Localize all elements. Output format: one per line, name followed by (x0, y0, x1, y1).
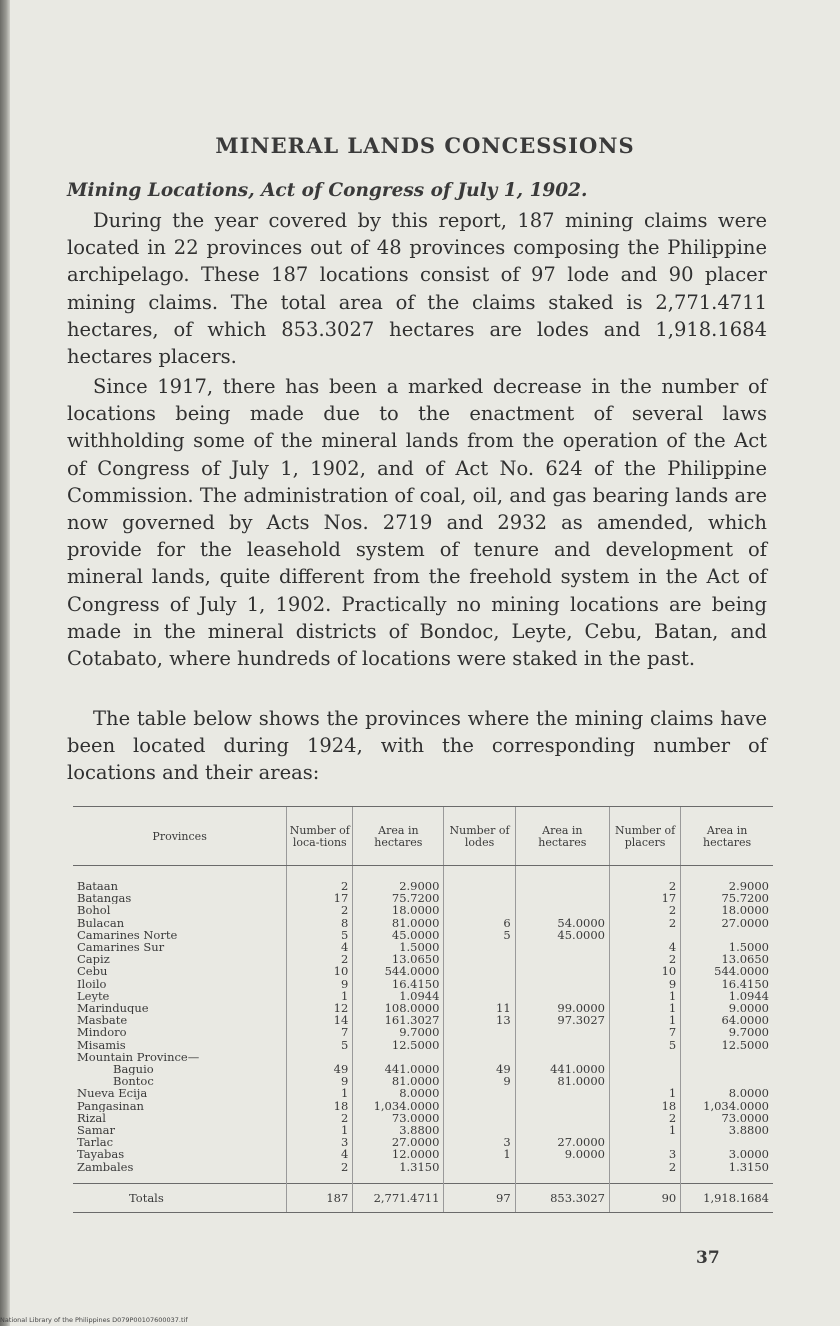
cell-placers-area (681, 929, 773, 941)
cell-placers: 1 (609, 1014, 680, 1026)
cell-lodes: 1 (444, 1148, 515, 1160)
cell-placers (609, 1136, 680, 1148)
page-number: 37 (696, 1248, 720, 1268)
paragraph-2: Since 1917, there has been a marked decrease in the number of locations being made due to the enactment of several laws withholding some of the mineral lands from the operation of the Act of Congress of July 1, 1902, and of Act No. 624 of the Philippine Commission. The administration of coal, oil, and gas bearing lands are now governed by Acts Nos. 2719 and 2932 as amended, which provide for the leasehold system of tenure and development of mineral lands, quite different from the freehold system in the Act of Congress of July 1, 1902. Practically no mining locations are being made in the mineral districts of Bondoc, Leyte, Cebu, Batan, and Cotabato, where hundreds of locations were staked in the past. (67, 375, 767, 671)
cell-placers-area: 16.4150 (681, 978, 773, 990)
cell-area: 16.4150 (353, 978, 444, 990)
table-row (73, 978, 773, 990)
cell-province: Pangasinan (77, 1099, 144, 1112)
table-row (73, 1063, 773, 1075)
cell-province: Samar (77, 1124, 115, 1137)
cell-lodes-area: 441.0000 (515, 1063, 609, 1075)
cell-locations: 10 (287, 965, 353, 977)
cell-locations: 9 (287, 978, 353, 990)
cell-area: 12.0000 (353, 1148, 444, 1160)
cell-area: 8.0000 (353, 1087, 444, 1099)
cell-placers-area (681, 1136, 773, 1148)
header-area-placers: Area in hectares (681, 807, 773, 866)
cell-placers-area: 73.0000 (681, 1112, 773, 1124)
cell-placers: 1 (609, 1002, 680, 1014)
table-row (73, 1136, 773, 1148)
cell-lodes (444, 1087, 515, 1099)
cell-area: 544.0000 (353, 965, 444, 977)
table-row (73, 965, 773, 977)
cell-lodes (444, 953, 515, 965)
cell-locations: 2 (287, 904, 353, 916)
cell-lodes (444, 978, 515, 990)
cell-lodes (444, 1161, 515, 1184)
cell-placers-area: 27.0000 (681, 917, 773, 929)
cell-area: 9.7000 (353, 1026, 444, 1038)
cell-province: Tayabas (77, 1148, 125, 1161)
cell-lodes (444, 1112, 515, 1124)
cell-placers-area: 8.0000 (681, 1087, 773, 1099)
cell-placers: 18 (609, 1100, 680, 1112)
header-number-placers: Number of placers (609, 807, 680, 866)
cell-area: 81.0000 (353, 917, 444, 929)
cell-lodes (444, 904, 515, 916)
table-row (73, 1112, 773, 1124)
cell-province: Mindoro (77, 1026, 127, 1039)
cell-placers-area: 64.0000 (681, 1014, 773, 1026)
cell-locations: 17 (287, 892, 353, 904)
header-number-lodes: Number of lodes (444, 807, 515, 866)
paragraph-3: The table below shows the provinces where the mining claims have been located during 1924, with the corresponding number of locations and their areas: (67, 707, 767, 785)
cell-province: Zambales (77, 1160, 134, 1174)
cell-area: 13.0650 (353, 953, 444, 965)
table-row (73, 1014, 773, 1026)
cell-locations: 4 (287, 1148, 353, 1160)
cell-locations: 2 (287, 953, 353, 965)
cell-locations: 1 (287, 990, 353, 1002)
cell-lodes-area (515, 1124, 609, 1136)
cell-lodes: 9 (444, 1075, 515, 1087)
cell-placers-area: 3.0000 (681, 1148, 773, 1160)
cell-lodes: 11 (444, 1002, 515, 1014)
cell-lodes (444, 1051, 515, 1063)
table-row (73, 1100, 773, 1112)
cell-locations: 49 (287, 1063, 353, 1075)
cell-locations: 9 (287, 1075, 353, 1087)
cell-placers-area (681, 1063, 773, 1075)
cell-placers (609, 929, 680, 941)
cell-placers: 5 (609, 1039, 680, 1051)
cell-lodes-area (515, 1087, 609, 1099)
cell-locations: 2 (287, 866, 353, 893)
cell-area: 27.0000 (353, 1136, 444, 1148)
cell-province: Nueva Ecija (77, 1087, 148, 1100)
cell-lodes (444, 866, 515, 893)
cell-lodes-area: 54.0000 (515, 917, 609, 929)
cell-lodes-area (515, 990, 609, 1002)
cell-placers-area: 2.9000 (681, 866, 773, 893)
cell-area: 2.9000 (353, 866, 444, 893)
cell-lodes-area (515, 941, 609, 953)
cell-locations (287, 1051, 353, 1063)
cell-province: Baguio (113, 1063, 154, 1076)
table-row (73, 1026, 773, 1038)
cell-locations: 1 (287, 1087, 353, 1099)
cell-lodes: 49 (444, 1063, 515, 1075)
cell-lodes: 3 (444, 1136, 515, 1148)
cell-area: 108.0000 (353, 1002, 444, 1014)
cell-placers: 2 (609, 1161, 680, 1184)
cell-area: 1.3150 (353, 1161, 444, 1184)
header-number-locations: Number of loca-tions (287, 807, 353, 866)
cell-placers: 2 (609, 866, 680, 893)
cell-lodes-area: 97.3027 (515, 1014, 609, 1026)
cell-locations: 3 (287, 1136, 353, 1148)
cell-placers: 7 (609, 1026, 680, 1038)
cell-lodes-area: 27.0000 (515, 1136, 609, 1148)
cell-locations: 5 (287, 1039, 353, 1051)
cell-province: Mountain Province— (77, 1050, 200, 1064)
cell-placers: 2 (609, 1112, 680, 1124)
cell-locations: 14 (287, 1014, 353, 1026)
cell-province: Rizal (77, 1111, 106, 1125)
cell-lodes (444, 1124, 515, 1136)
cell-area: 73.0000 (353, 1112, 444, 1124)
table-header-row (73, 807, 773, 866)
cell-lodes (444, 1039, 515, 1051)
cell-placers-area: 75.7200 (681, 892, 773, 904)
cell-lodes-area (515, 1051, 609, 1063)
cell-placers: 1 (609, 1124, 680, 1136)
cell-placers: 10 (609, 965, 680, 977)
mining-locations-table (73, 806, 773, 1213)
cell-placers: 2 (609, 917, 680, 929)
totals-lodes: 97 (444, 1183, 515, 1212)
header-area-lodes: Area in hectares (515, 807, 609, 866)
cell-locations: 2 (287, 1112, 353, 1124)
cell-placers-area: 1.3150 (681, 1161, 773, 1184)
cell-placers: 17 (609, 892, 680, 904)
cell-lodes (444, 1100, 515, 1112)
cell-lodes-area (515, 978, 609, 990)
totals-placers: 90 (609, 1183, 680, 1212)
cell-placers-area (681, 1075, 773, 1087)
cell-lodes-area (515, 1112, 609, 1124)
cell-lodes-area (515, 904, 609, 916)
cell-province: Batangas (77, 892, 132, 905)
cell-lodes-area: 81.0000 (515, 1075, 609, 1087)
cell-placers: 4 (609, 941, 680, 953)
cell-lodes: 13 (444, 1014, 515, 1026)
cell-lodes (444, 990, 515, 1002)
table-row (73, 866, 773, 893)
paragraph-1: During the year covered by this report, 187 mining claims were located in 22 provinces out of 48 provinces composing the Philippine archipelago. These 187 locations consist of 97 lode and 90 placer mining claims. The total area of the claims staked is 2,771.4711 hectares, of which 853.3027 hectares are lodes and 1,918.1684 hectares placers. (67, 209, 767, 369)
cell-locations: 2 (287, 1161, 353, 1184)
cell-placers-area: 1,034.0000 (681, 1100, 773, 1112)
cell-province: Cebu (77, 965, 108, 978)
cell-placers: 2 (609, 904, 680, 916)
cell-placers: 1 (609, 1087, 680, 1099)
cell-locations: 5 (287, 929, 353, 941)
cell-lodes-area (515, 953, 609, 965)
cell-placers (609, 1063, 680, 1075)
cell-province: Masbate (77, 1014, 128, 1027)
cell-area: 75.7200 (353, 892, 444, 904)
section-subtitle: Mining Locations, Act of Congress of July 1, 1902. (67, 180, 588, 201)
cell-area: 3.8800 (353, 1124, 444, 1136)
cell-placers-area: 1.5000 (681, 941, 773, 953)
cell-area: 81.0000 (353, 1075, 444, 1087)
cell-placers-area (681, 1051, 773, 1063)
cell-placers-area: 12.5000 (681, 1039, 773, 1051)
table-row (73, 1148, 773, 1160)
book-page (10, 0, 840, 1326)
cell-placers (609, 1075, 680, 1087)
totals-locations: 187 (287, 1183, 353, 1212)
cell-placers-area: 9.7000 (681, 1026, 773, 1038)
cell-lodes (444, 941, 515, 953)
cell-placers (609, 1051, 680, 1063)
table-row (73, 1075, 773, 1087)
header-area-total: Area in hectares (353, 807, 444, 866)
cell-lodes-area (515, 965, 609, 977)
totals-placers-area: 1,918.1684 (681, 1183, 773, 1212)
cell-locations: 4 (287, 941, 353, 953)
cell-area (353, 1051, 444, 1063)
table-row (73, 929, 773, 941)
cell-lodes-area: 99.0000 (515, 1002, 609, 1014)
table-row (73, 990, 773, 1002)
cell-province: Bulacan (77, 916, 125, 929)
cell-area: 1.5000 (353, 941, 444, 953)
table-row (73, 941, 773, 953)
cell-area: 441.0000 (353, 1063, 444, 1075)
cell-province: Bontoc (113, 1075, 154, 1088)
cell-area: 18.0000 (353, 904, 444, 916)
scan-credit: National Library of the Philippines D079P00107600037.tif (0, 1316, 188, 1324)
cell-locations: 7 (287, 1026, 353, 1038)
cell-placers-area: 544.0000 (681, 965, 773, 977)
cell-province: Leyte (77, 989, 110, 1003)
totals-lodes-area: 853.3027 (515, 1183, 609, 1212)
book-binding-edge (0, 0, 10, 1326)
table-row (73, 1051, 773, 1063)
cell-lodes: 5 (444, 929, 515, 941)
table-totals-row (73, 1183, 773, 1212)
cell-area: 1,034.0000 (353, 1100, 444, 1112)
cell-province: Camarines Sur (77, 941, 165, 954)
cell-placers-area: 18.0000 (681, 904, 773, 916)
cell-lodes-area: 45.0000 (515, 929, 609, 941)
cell-province: Bohol (77, 904, 111, 917)
table-row (73, 1124, 773, 1136)
cell-locations: 1 (287, 1124, 353, 1136)
cell-locations: 8 (287, 917, 353, 929)
cell-locations: 18 (287, 1100, 353, 1112)
totals-label: Totals (73, 1183, 287, 1212)
cell-lodes (444, 892, 515, 904)
cell-lodes (444, 1026, 515, 1038)
cell-lodes-area (515, 1039, 609, 1051)
cell-lodes-area: 9.0000 (515, 1148, 609, 1160)
cell-placers: 9 (609, 978, 680, 990)
cell-placers: 2 (609, 953, 680, 965)
cell-lodes-area (515, 1026, 609, 1038)
table-row (73, 892, 773, 904)
page-title: MINERAL LANDS CONCESSIONS (215, 133, 635, 158)
cell-placers-area: 3.8800 (681, 1124, 773, 1136)
table-row (73, 1039, 773, 1051)
table-row (73, 904, 773, 916)
table-row (73, 1161, 773, 1184)
cell-province: Bataan (77, 879, 119, 893)
cell-province: Tarlac (77, 1136, 114, 1149)
cell-lodes-area (515, 892, 609, 904)
cell-province: Capiz (77, 953, 110, 966)
table-row (73, 1087, 773, 1099)
cell-lodes: 6 (444, 917, 515, 929)
cell-placers: 3 (609, 1148, 680, 1160)
cell-placers: 1 (609, 990, 680, 1002)
cell-area: 1.0944 (353, 990, 444, 1002)
totals-area: 2,771.4711 (353, 1183, 444, 1212)
header-provinces: Provinces (73, 807, 287, 866)
cell-placers-area: 1.0944 (681, 990, 773, 1002)
cell-area: 161.3027 (353, 1014, 444, 1026)
cell-province: Camarines Norte (77, 928, 178, 942)
cell-lodes (444, 965, 515, 977)
cell-lodes-area (515, 1161, 609, 1184)
cell-area: 12.5000 (353, 1039, 444, 1051)
cell-province: Misamis (77, 1038, 126, 1051)
cell-province: Iloilo (77, 977, 107, 990)
cell-placers-area: 9.0000 (681, 1002, 773, 1014)
cell-area: 45.0000 (353, 929, 444, 941)
cell-lodes-area (515, 1100, 609, 1112)
cell-lodes-area (515, 866, 609, 893)
cell-placers-area: 13.0650 (681, 953, 773, 965)
cell-locations: 12 (287, 1002, 353, 1014)
cell-province: Marinduque (77, 1002, 149, 1015)
table-row (73, 1002, 773, 1014)
table-row (73, 953, 773, 965)
table-row (73, 917, 773, 929)
